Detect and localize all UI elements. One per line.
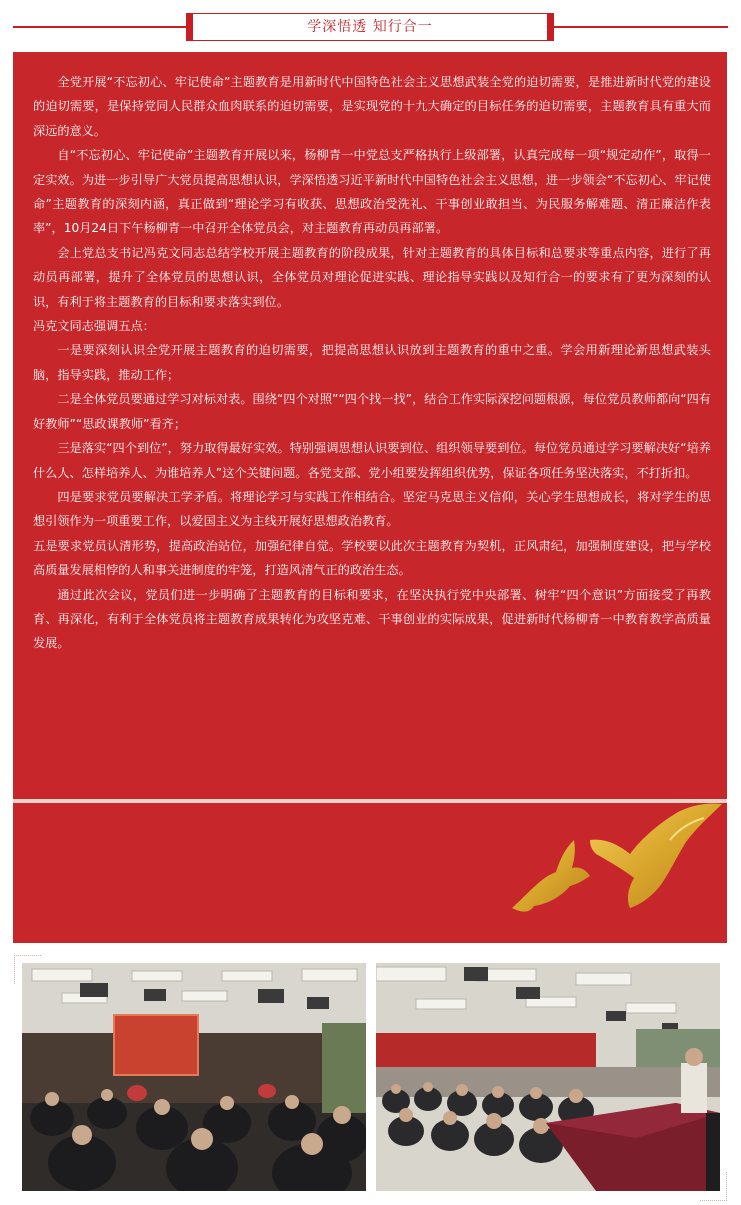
page-title: 学深悟透 知行合一 (307, 19, 433, 35)
paragraph-conclusion: 通过此次会议，党员们进一步明确了主题教育的目标和要求，在坚决执行党中央部署、树牢“四个意识”方面接受了再教育、再深化，有利于全体党员将主题教育成果转化为攻坚克难、干事创业的实际成果，促进新时代杨柳青一中教育教学高质量发展。 (33, 587, 711, 651)
paragraph-five-points-heading: 冯克文同志强调五点： (33, 319, 155, 334)
paragraph-meeting: 会上党总支书记冯克文同志总结学校开展主题教育的阶段成果，针对主题教育的具体目标和总要求等重点内容，进行了再动员再部署，提升了全体党员的思想认识，全体党员对理论促进实践、理论指导实践以及知行合一的要求有了更为深刻的认识，有利于将主题教育的目标和要求落实到位。 (33, 245, 711, 309)
paragraph-point-4: 四是要求党员要解决工学矛盾。将理论学习与实践工作相结合。坚定马克思主义信仰，关心学生思想成长，将对学生的思想引领作为一项重要工作，以爱国主义为主线开展好思想政治教育。 (33, 489, 711, 529)
article-body (33, 70, 711, 656)
golden-doves-icon (500, 800, 730, 934)
meeting-photo-right (376, 963, 720, 1191)
meeting-photo-left (22, 963, 366, 1191)
paragraph-background: 自“不忘初心、牢记使命”主题教育开展以来，杨柳青一中党总支严格执行上级部署，认真完成每一项“规定动作”，取得一定实效。为进一步引导广大党员提高思想认识，学深悟透习近平新时代中国特色社会主义思想，进一步领会“不忘初心、牢记使命”主题教育的深刻内涵，真正做到“理论学习有收获、思想政治受洗礼、干事创业敢担当、为民服务解难题、清正廉洁作表率”，10月24日下午杨柳青一中召开全体党员会，对主题教育再动员再部署。 (33, 148, 711, 236)
paragraph-point-3: 三是落实“四个到位”，努力取得最好实效。特别强调思想认识要到位、组织领导要到位。每位党员通过学习要解决好“培养什么人、怎样培养人、为谁培养人”这个关键问题。各党支部、党小组要发挥组织优势，保证各项任务坚决落实，不打折扣。 (33, 441, 711, 480)
paragraph-point-2: 二是全体党员要通过学习对标对表。围绕“四个对照”“四个找一找”，结合工作实际深挖问题根源，每位党员教师都向“四有好教师”“思政课教师”看齐； (33, 392, 711, 431)
paragraph-point-5: 五是要求党员认清形势，提高政治站位，加强纪律自觉。学校要以此次主题教育为契机，正风肃纪，加强制度建设，把与学校高质量发展相悖的人和事关进制度的牢笼，打造风清气正的政治生态。 (33, 538, 711, 578)
paragraph-point-1: 一是要深刻认识全党开展主题教育的迫切需要，把提高思想认识放到主题教育的重中之重。学会用新理论新思想武装头脑，指导实践，推动工作； (33, 343, 711, 382)
paragraph-intro: 全党开展“不忘初心、牢记使命”主题教育是用新时代中国特色社会主义思想武装全党的迫切需要，是推进新时代党的建设的迫切需要，是保持党同人民群众血肉联系的迫切需要，是实现党的十九大确定的目标任务的迫切需要，主题教育具有重大而深远的意义。 (33, 75, 711, 138)
